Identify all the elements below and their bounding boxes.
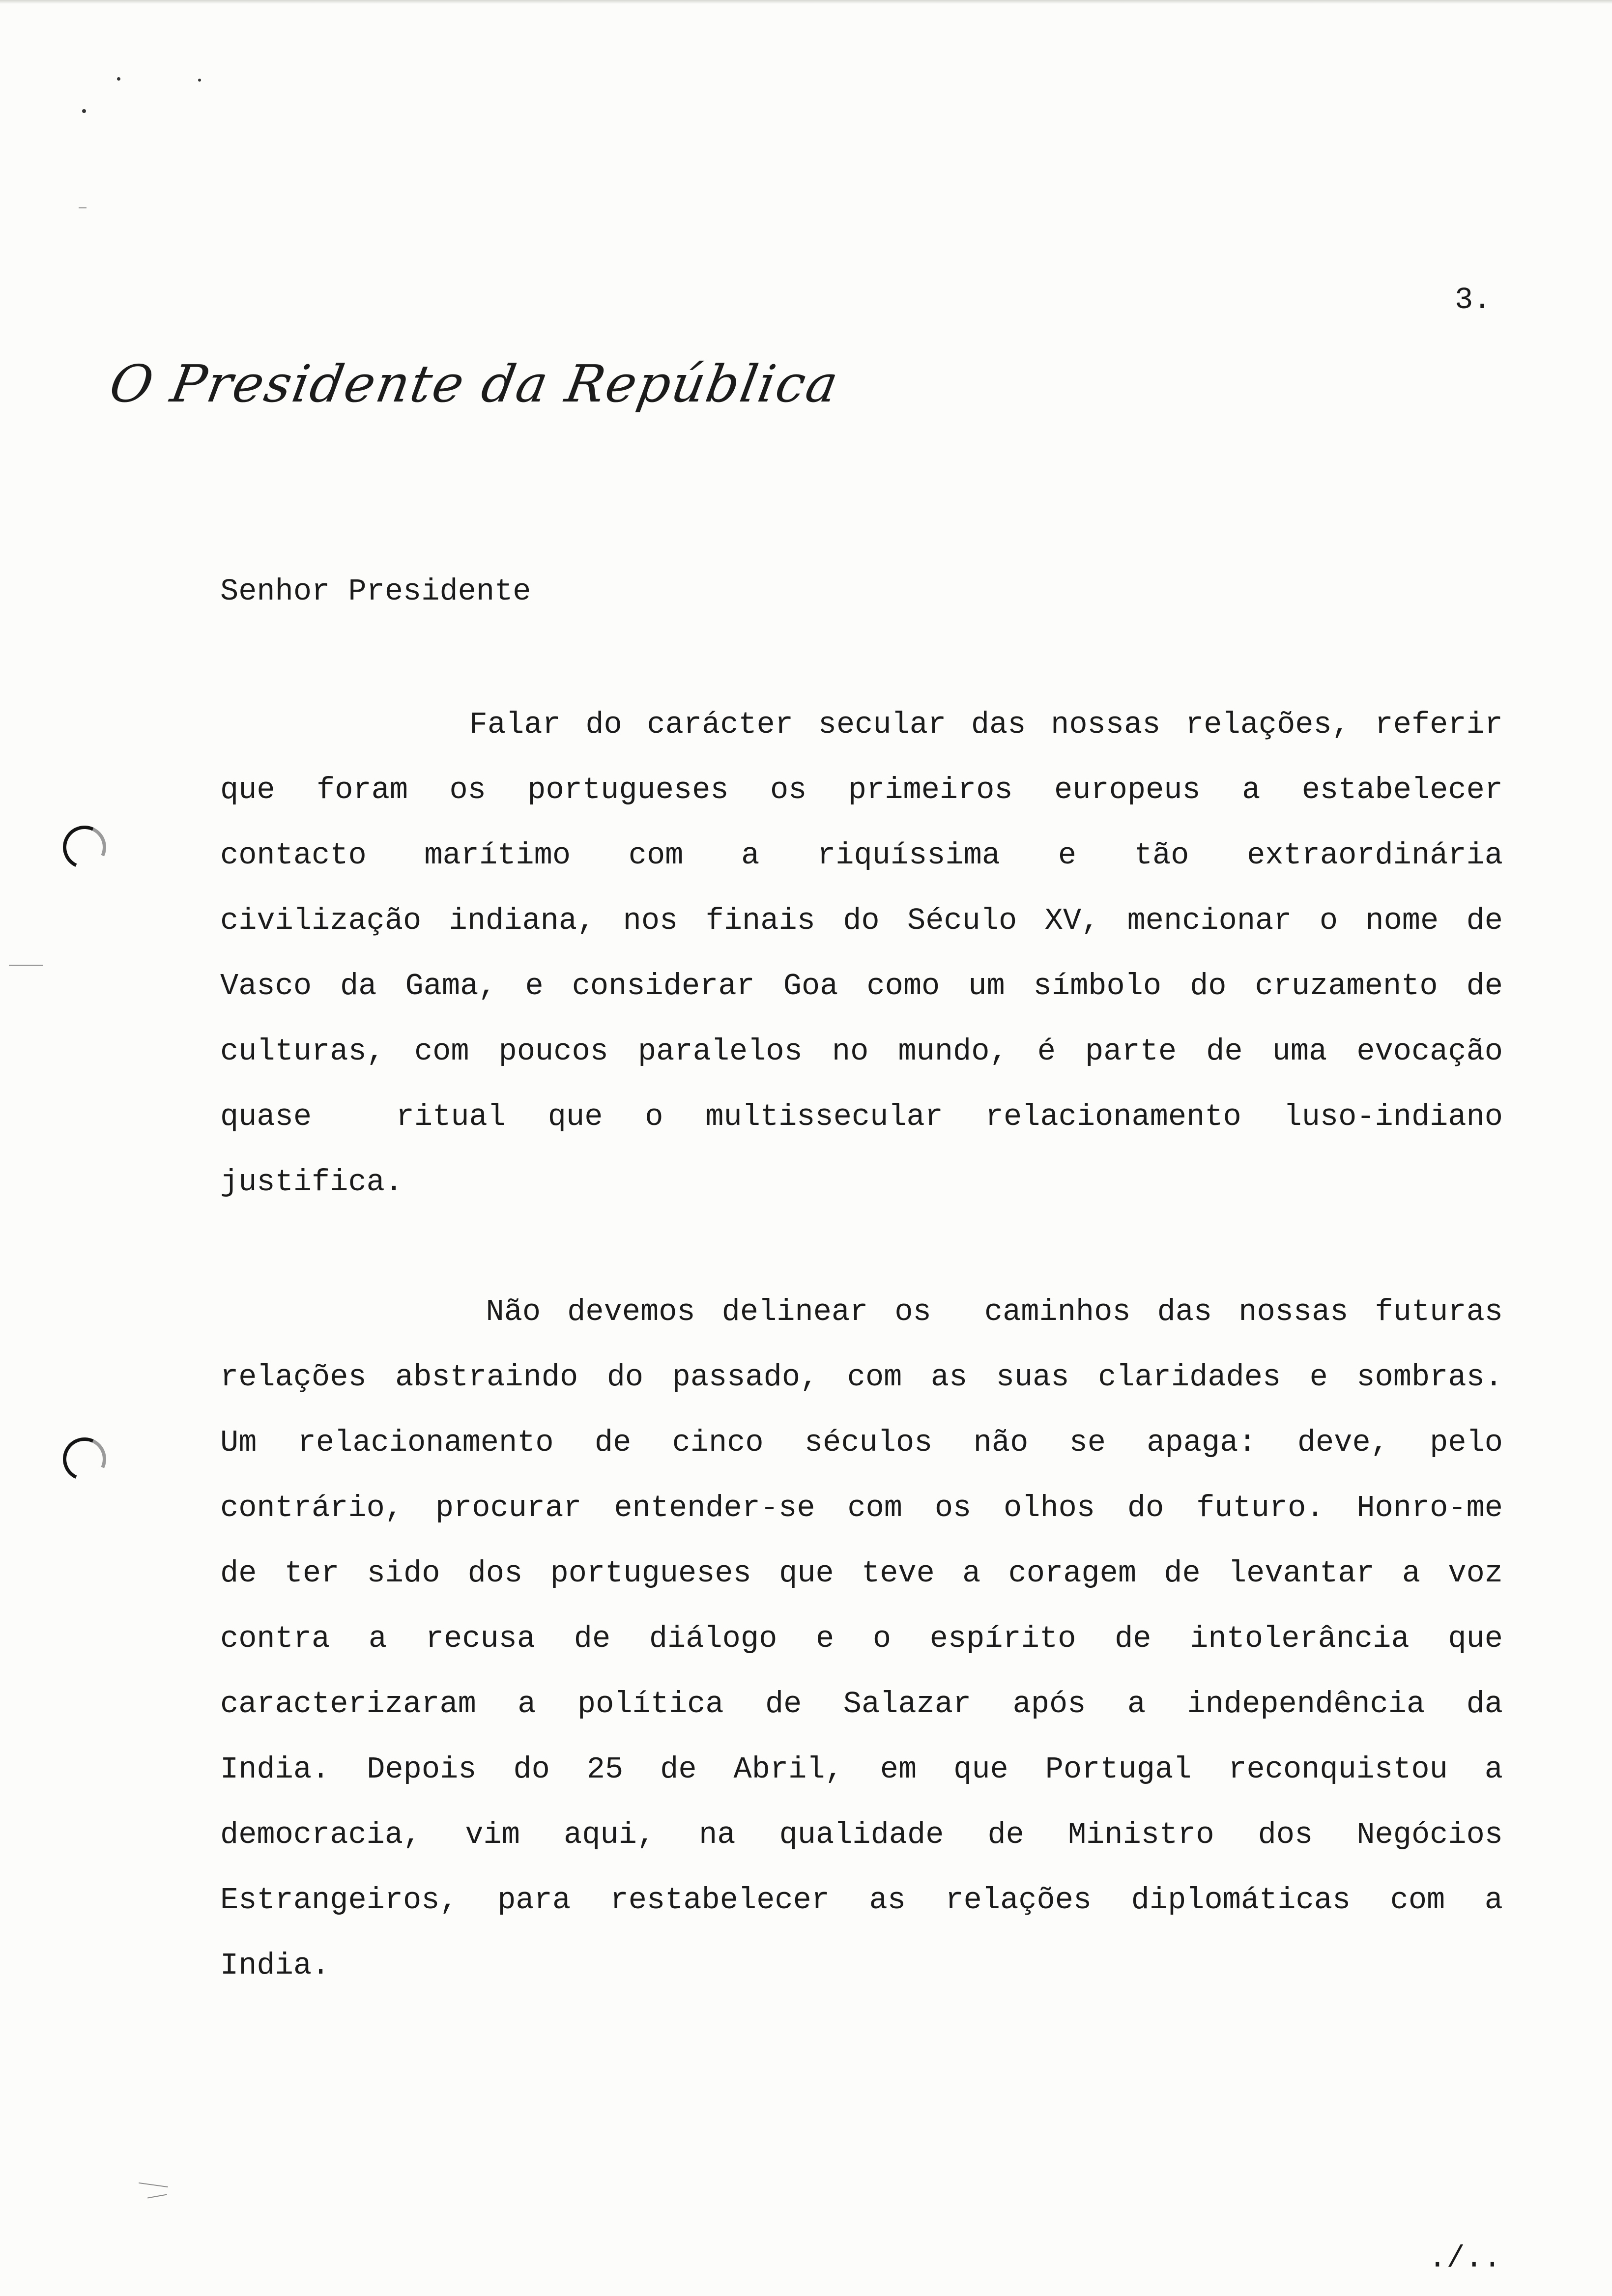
paragraph-line: contra a recusa de diálogo e o espírito de intolerância que: [220, 1621, 1503, 1656]
continuation-mark: ./..: [1428, 2241, 1501, 2276]
paragraph-line: relações abstraindo do passado, com as suas claridades e sombras.: [220, 1360, 1503, 1395]
paragraph-line: India. Depois do 25 de Abril, em que Portugal reconquistou a: [220, 1752, 1503, 1787]
punch-hole: [57, 820, 113, 875]
scan-speck: [82, 109, 86, 113]
paragraph-line: Vasco da Gama, e considerar Goa como um símbolo do cruzamento de: [220, 969, 1503, 1004]
paragraph-line: culturas, com poucos paralelos no mundo, é parte de uma evocação: [220, 1034, 1503, 1069]
paragraph-line: India.: [220, 1948, 330, 1983]
scan-speck: [198, 79, 201, 82]
paragraph-line: caracterizaram a política de Salazar após a independência da: [220, 1687, 1503, 1722]
paragraph-line: contacto marítimo com a riquíssima e tão extraordinária: [220, 838, 1503, 873]
page-number: 3.: [1455, 283, 1492, 317]
paragraph-line: Estrangeiros, para restabelecer as relações diplomáticas com a: [220, 1883, 1503, 1918]
scan-mark: [147, 2194, 167, 2199]
scan-edge: [0, 0, 1612, 4]
paragraph-line: quase ritual que o multissecular relacionamento luso-indiano: [220, 1099, 1503, 1134]
paragraph-line: civilização indiana, nos finais do Século XV, mencionar o nome de: [220, 903, 1503, 938]
scan-mark: [9, 965, 43, 966]
punch-hole: [57, 1432, 113, 1487]
scan-mark: [139, 2182, 168, 2187]
paragraph-line: Falar do carácter secular das nossas relações, referir: [220, 707, 1503, 742]
scan-mark: [79, 207, 86, 208]
scan-speck: [117, 77, 120, 81]
paragraph-line: de ter sido dos portugueses que teve a coragem de levantar a voz: [220, 1556, 1503, 1591]
paragraph-line: que foram os portugueses os primeiros europeus a estabelecer: [220, 773, 1503, 807]
paragraph-line: contrário, procurar entender-se com os olhos do futuro. Honro-me: [220, 1491, 1503, 1525]
paragraph-line: Um relacionamento de cinco séculos não se apaga: deve, pelo: [220, 1425, 1503, 1460]
letterhead-title: O Presidente da República: [105, 354, 844, 414]
paragraph-line: justifica.: [220, 1165, 403, 1200]
paragraph-line: Não devemos delinear os caminhos das nossas futuras: [220, 1294, 1503, 1329]
paragraph-line: democracia, vim aqui, na qualidade de Ministro dos Negócios: [220, 1817, 1503, 1852]
letterhead: [105, 354, 844, 414]
salutation: Senhor Presidente: [220, 574, 531, 609]
